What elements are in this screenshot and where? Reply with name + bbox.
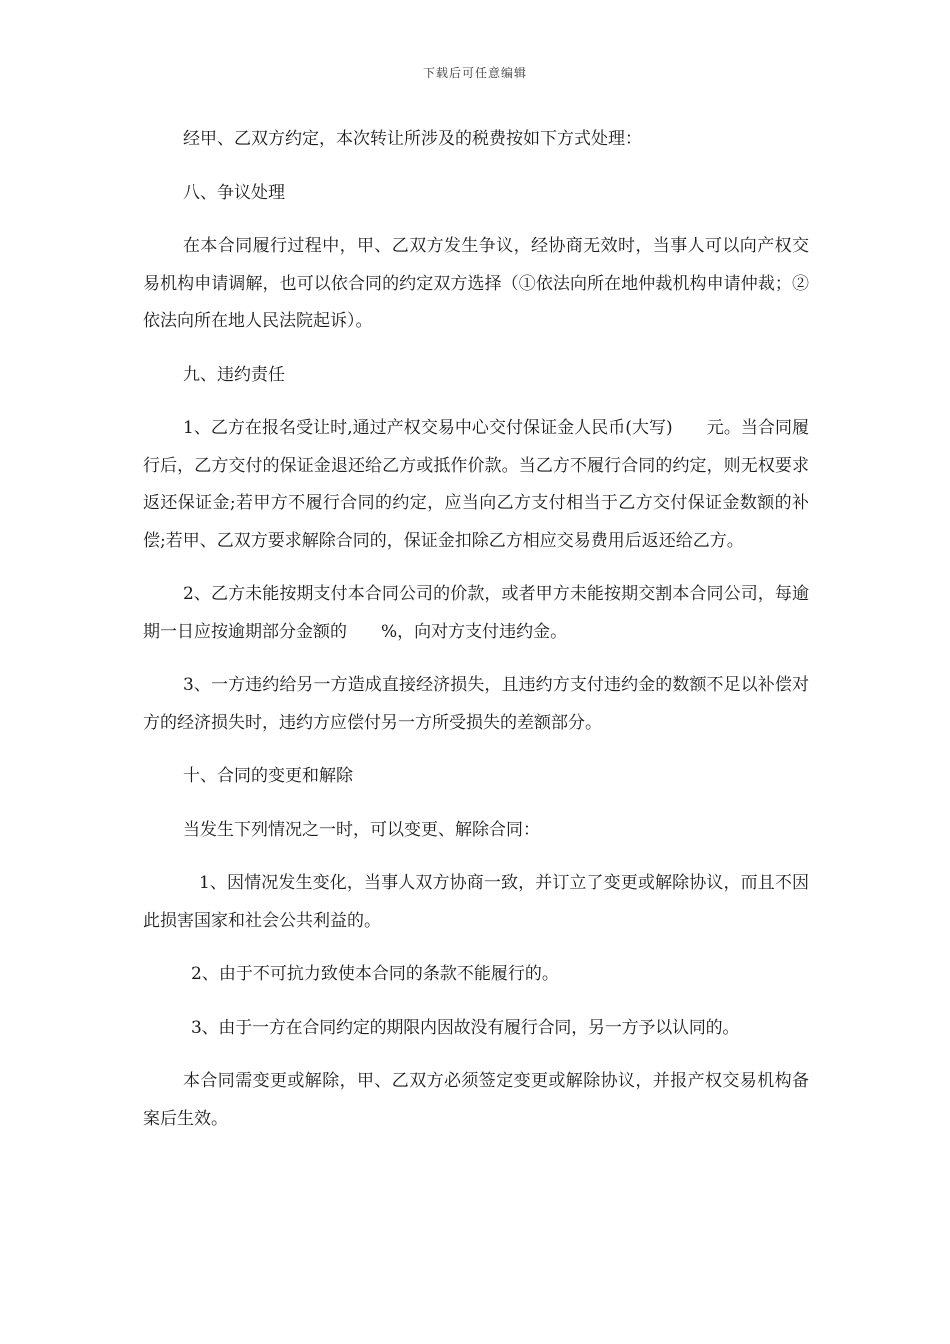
change-item-2: 2、由于不可抗力致使本合同的条款不能履行的。 — [191, 964, 559, 984]
section-heading-dispute: 八、争议处理 — [183, 182, 285, 203]
dispute-paragraph: 在本合同履行过程中，甲、乙双方发生争议，经协商无效时，当事人可以向产权交易机构申请调解，也可以依合同的约定双方选择（①依法向所在地仲裁机构申请仲裁；②依法向所在地人民法院起诉）。 — [143, 236, 809, 331]
document-body — [143, 121, 809, 1154]
section-heading-change: 十、合同的变更和解除 — [183, 766, 353, 786]
section-heading-breach: 九、违约责任 — [183, 364, 285, 385]
breach-item-1: 1、乙方在报名受让时,通过产权交易中心交付保证金人民币(大写) 元。当合同履行后，乙方交付的保证金退还给乙方或抵作价款。当乙方不履行合同的约定，则无权要求返还保证金;若甲方不履行合同的约定，应当向乙方支付相当于乙方交付保证金数额的补偿;若甲、乙双方要求解除合同的，保证金扣除乙方相应交易费用后返还给乙方。 — [143, 418, 809, 551]
change-item-1: 1、因情况发生变化，当事人双方协商一致，并订立了变更或解除协议，而且不因此损害国家和社会公共利益的。 — [143, 873, 809, 931]
breach-item-3: 3、一方违约给另一方造成直接经济损失，且违约方支付违约金的数额不足以补偿对方的经济损失时，违约方应偿付另一方所受损失的差额部分。 — [143, 675, 809, 733]
page-header-note: 下载后可任意编辑 — [422, 66, 527, 80]
tax-clause-paragraph: 经甲、乙双方约定，本次转让所涉及的税费按如下方式处理： — [183, 129, 642, 149]
change-intro-paragraph: 当发生下列情况之一时，可以变更、解除合同： — [183, 819, 540, 840]
change-closing-paragraph: 本合同需变更或解除，甲、乙双方必须签定变更或解除协议，并报产权交易机构备案后生效。 — [143, 1071, 809, 1129]
breach-item-2: 2、乙方未能按期支付本合同公司的价款，或者甲方未能按期交割本合同公司，每逾期一日应按逾期部分金额的 %，向对方支付违约金。 — [143, 584, 809, 642]
change-item-3: 3、由于一方在合同约定的期限内因故没有履行合同，另一方予以认同的。 — [191, 1017, 740, 1038]
